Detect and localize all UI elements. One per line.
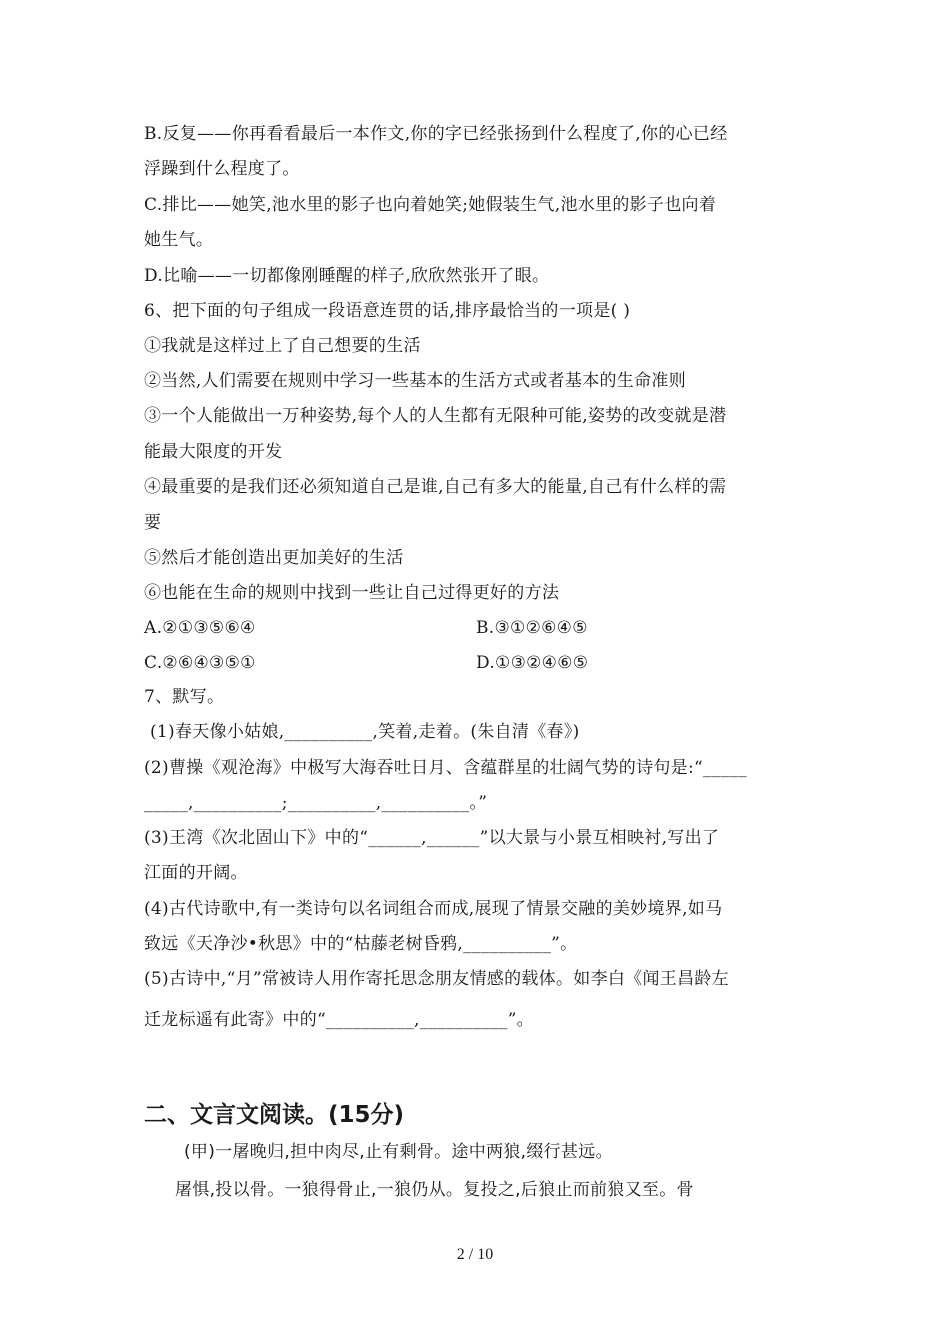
- q6-sentence-2: ②当然,人们需要在规则中学习一些基本的生活方式或者基本的生命准则: [144, 371, 687, 391]
- q7-item-4-line2: 致远《天净沙•秋思》中的“枯藤老树昏鸦,__________”。: [144, 934, 578, 954]
- q7-item-5-line1: (5)古诗中,“月”常被诗人用作寄托思念朋友情感的载体。如李白《闻王昌龄左: [144, 969, 729, 989]
- q5-option-b-line2: 浮躁到什么程度了。: [144, 159, 300, 179]
- q6-sentence-1: ①我就是这样过上了自己想要的生活: [144, 336, 421, 356]
- q7-item-3-line2: 江面的开阔。: [144, 863, 248, 883]
- q7-item-2-line2: _____,__________;__________,__________。”: [144, 793, 488, 813]
- section-2-paragraph-2: 屠惧,投以骨。一狼得骨止,一狼仍从。复投之,后狼止而前狼又至。骨: [175, 1180, 694, 1200]
- q6-sentence-4-line2: 要: [144, 513, 162, 533]
- q6-option-d: D.①③②④⑥⑤: [476, 653, 589, 673]
- page-number: 2 / 10: [456, 1246, 494, 1263]
- q6-stem: 6、把下面的句子组成一段语意连贯的话,排序最恰当的一项是( ): [144, 301, 631, 321]
- q7-item-4-line1: (4)古代诗歌中,有一类诗句以名词组合而成,展现了情景交融的美妙境界,如马: [144, 899, 723, 919]
- q7-item-1: (1)春天像小姑娘,__________,笑着,走着。(朱自清《春》): [150, 722, 580, 742]
- q6-sentence-6: ⑥也能在生命的规则中找到一些让自己过得更好的方法: [144, 583, 560, 603]
- q6-option-a: A.②①③⑤⑥④: [144, 618, 256, 638]
- section-2-paragraph-1: (甲)一屠晚归,担中肉尽,止有剩骨。途中两狼,缀行甚远。: [184, 1142, 613, 1162]
- q7-item-5-line2: 迁龙标遥有此寄》中的“__________,__________”。: [144, 1010, 534, 1030]
- section-2-heading: 二、文言文阅读。(15分): [144, 1102, 405, 1128]
- q6-sentence-4-line1: ④最重要的是我们还必须知道自己是谁,自己有多大的能量,自己有什么样的需: [144, 477, 727, 497]
- q5-option-c-line1: C.排比——她笑,池水里的影子也向着她笑;她假装生气,池水里的影子也向着: [144, 195, 717, 215]
- q6-option-c: C.②⑥④③⑤①: [144, 653, 256, 673]
- q7-stem: 7、默写。: [144, 687, 225, 707]
- q6-sentence-3-line1: ③一个人能做出一万种姿势,每个人的人生都有无限种可能,姿势的改变就是潜: [144, 406, 727, 426]
- q7-item-3-line1: (3)王湾《次北固山下》中的“______,______”以大景与小景互相映衬,写出了: [144, 828, 720, 848]
- q5-option-d: D.比喻——一切都像刚睡醒的样子,欣欣然张开了眼。: [144, 266, 550, 286]
- q6-sentence-3-line2: 能最大限度的开发: [144, 442, 283, 462]
- q5-option-b-line1: B.反复——你再看看最后一本作文,你的字已经张扬到什么程度了,你的心已经: [144, 124, 728, 144]
- q5-option-c-line2: 她生气。: [144, 230, 214, 250]
- q7-item-2-line1: (2)曹操《观沧海》中极写大海吞吐日月、含蕴群星的壮阔气势的诗句是:“_____: [144, 758, 747, 778]
- q6-sentence-5: ⑤然后才能创造出更加美好的生活: [144, 548, 404, 568]
- q6-option-b: B.③①②⑥④⑤: [476, 618, 588, 638]
